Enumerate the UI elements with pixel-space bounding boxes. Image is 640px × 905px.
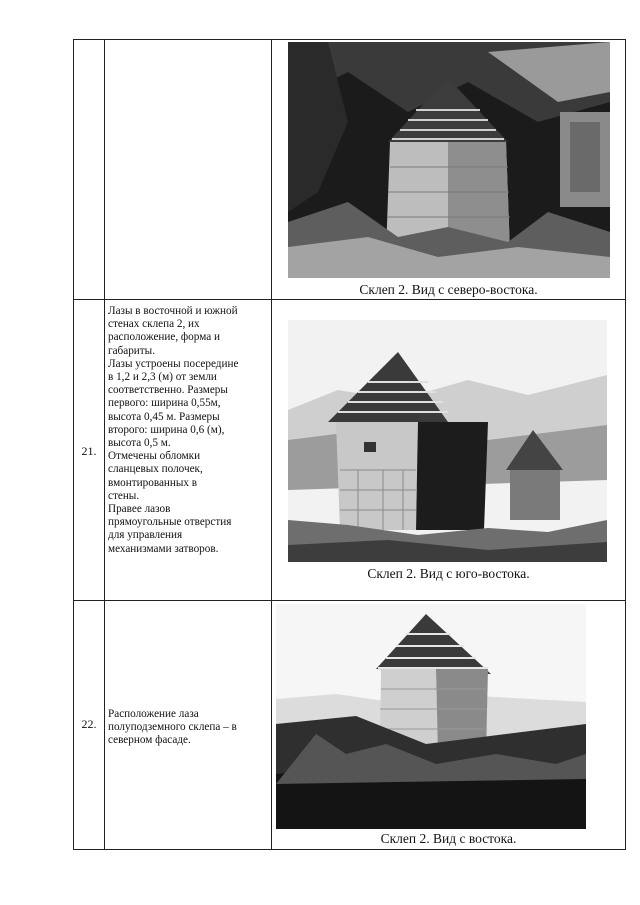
row-number: 21. xyxy=(81,444,97,458)
table-right-border xyxy=(625,39,626,850)
photo-caption: Склеп 2. Вид с востока. xyxy=(380,831,517,846)
column-divider xyxy=(104,39,105,850)
vault-photo xyxy=(288,42,610,278)
row-divider xyxy=(73,600,626,601)
photo-caption: Склеп 2. Вид с северо-востока. xyxy=(359,282,538,297)
photo-caption: Склеп 2. Вид с юго-востока. xyxy=(367,566,530,581)
table-top-border xyxy=(73,39,626,40)
row-divider xyxy=(73,299,626,300)
column-divider xyxy=(271,39,272,850)
row-description: Лазы в восточной и южной стенах склепа 2, их расположение, форма и габариты. Лазы устроены посередине в 1,2 и 2,3 (м) от земли соответственно. Размеры первого: ширина 0,55м, высота 0,45 м. Размеры второго: ширина 0,6 (м), высота 0,5 м. Отмечены обломки сланцевых полочек, вмонтированных в стены. Правее лазов прямоугольные отверстия для управления механизмами затворов. xyxy=(108,305,239,555)
row-description: Расположение лаза полуподземного склепа – в северном фасаде. xyxy=(108,708,237,747)
vault-photo xyxy=(276,604,586,829)
table-bottom-border xyxy=(73,849,626,850)
vault-photo xyxy=(288,320,607,562)
row-number: 22. xyxy=(81,717,97,731)
